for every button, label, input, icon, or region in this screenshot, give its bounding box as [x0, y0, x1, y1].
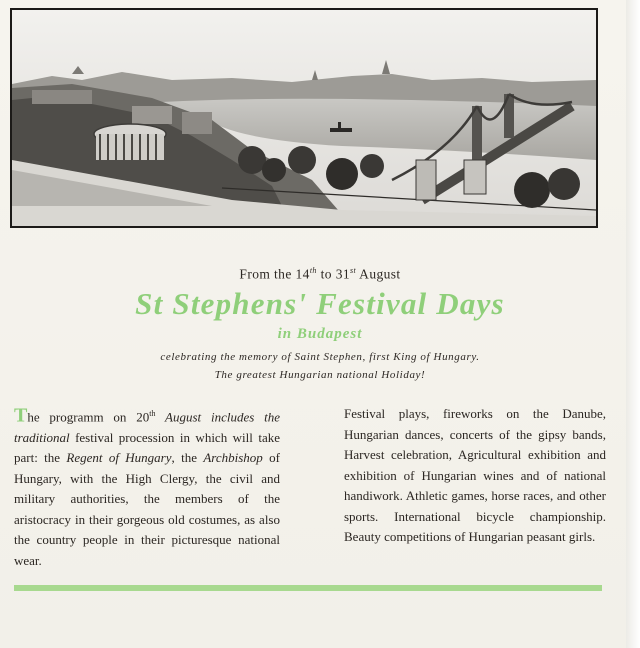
left-text-sup: th	[149, 409, 156, 418]
left-text-3: festival procession in which will take part: the	[14, 429, 280, 466]
tagline-line-1: celebrating the memory of Saint Stephen, first King of Hungary.	[160, 351, 480, 363]
date-mid: to 31	[316, 266, 350, 282]
left-text-2: August includes the traditional	[14, 409, 280, 445]
left-text-1: he programm on 20	[27, 409, 150, 425]
green-divider	[14, 585, 602, 591]
festival-tagline	[0, 348, 640, 384]
budapest-panorama-photo	[10, 8, 598, 228]
festival-title: St Stephens' Festival Days	[135, 286, 505, 321]
left-text-4: Regent of Hungary	[66, 450, 172, 466]
date-sup-end: st	[350, 266, 357, 275]
left-text-7: of Hungary, with the High Clergy, the civil and military authorities, the members of the aristocracy in their gorgeous old costumes, as also the country people in their picturesque national wear.	[14, 450, 280, 568]
festival-location: in Budapest	[277, 326, 363, 342]
date-prefix: From the 14	[239, 266, 310, 282]
events-paragraph: Festival plays, fireworks on the Danube, Hungarian dances, concerts of the gipsy bands, Harvest celebration, Agricultural exhibition and exhibition of Hungarian wines and of national handiwork. Athletic games, horse races, and other sports. International bicycle championship. Beauty competitions of Hungarian peasant girls.	[344, 406, 606, 544]
left-text-6: Archbishop	[203, 450, 263, 466]
procession-paragraph	[14, 404, 280, 571]
drop-cap: T	[14, 404, 28, 427]
date-suffix: August	[356, 266, 401, 282]
festival-dates	[0, 266, 640, 283]
tagline-line-2: The greatest Hungarian national Holiday!	[214, 369, 426, 381]
date-sup-start: th	[309, 266, 317, 275]
left-text-5: , the	[171, 450, 204, 466]
page-edge	[626, 0, 640, 648]
